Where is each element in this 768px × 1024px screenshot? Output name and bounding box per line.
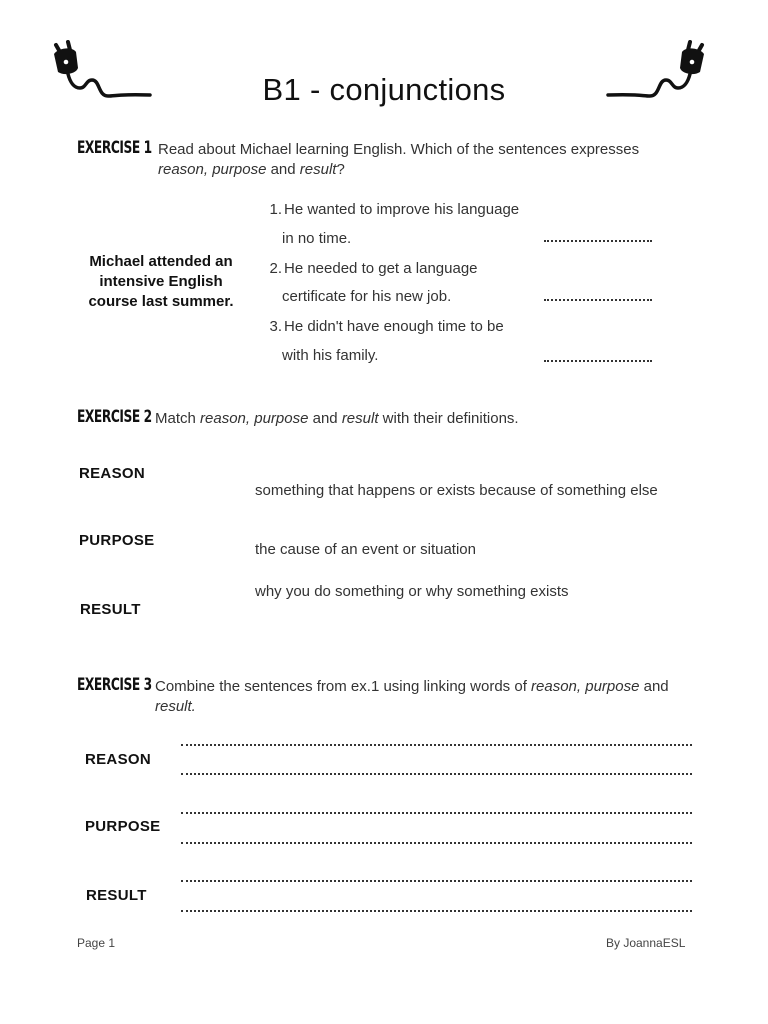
- list-item-line-1: He didn't have enough time to be: [284, 318, 504, 335]
- exercise-3-instruction-and: and: [643, 678, 669, 695]
- list-item-number: 3.: [269, 318, 282, 335]
- exercise-2-instruction-italic2: result: [341, 410, 379, 427]
- exercise-3-label: EXERCISE 3: [77, 675, 152, 695]
- writing-line[interactable]: [181, 880, 692, 882]
- list-item-number: 2.: [269, 260, 282, 277]
- exercise-2-instruction: [155, 409, 715, 429]
- exercise-3-instruction-pre: Combine the sentences from ex.1 using linking words of: [155, 678, 527, 695]
- exercise-2-instruction-post: with their definitions.: [382, 410, 519, 427]
- exercise-2-instruction-italic: reason, purpose: [200, 410, 309, 427]
- author-credit: By JoannaESL: [606, 936, 686, 950]
- definition-2[interactable]: the cause of an event or situation: [255, 541, 476, 558]
- exercise-1-statement: Michael attended an intensive English course last summer.: [88, 253, 234, 310]
- exercise-1-instruction: [158, 140, 678, 180]
- exercise-3-instruction-italic: reason, purpose: [531, 678, 640, 695]
- exercise-2-instruction-and: and: [312, 410, 338, 427]
- exercise-3-instruction-italic2: result.: [155, 698, 196, 715]
- exercise-1-instruction-italic: reason, purpose: [158, 161, 267, 178]
- writing-line[interactable]: [181, 812, 692, 814]
- match-word-result[interactable]: RESULT: [80, 601, 141, 618]
- answer-blank[interactable]: [544, 299, 652, 301]
- match-word-purpose[interactable]: PURPOSE: [79, 532, 155, 549]
- writing-label-purpose: PURPOSE: [85, 818, 161, 835]
- writing-label-reason: REASON: [85, 751, 151, 768]
- page-number: Page 1: [77, 936, 116, 950]
- writing-line[interactable]: [181, 910, 692, 912]
- match-word-reason[interactable]: REASON: [79, 465, 145, 482]
- exercise-1-instruction-and: and: [270, 161, 296, 178]
- exercise-1-instruction-end: ?: [336, 161, 345, 178]
- writing-label-result: RESULT: [86, 887, 147, 904]
- exercise-1-label: EXERCISE 1: [77, 138, 152, 158]
- exercise-3-instruction: [155, 677, 695, 717]
- answer-blank[interactable]: [544, 360, 652, 362]
- list-item-line-1: He wanted to improve his language: [284, 201, 520, 218]
- exercise-1-instruction-italic2: result: [299, 161, 337, 178]
- exercise-2-label: EXERCISE 2: [77, 407, 152, 427]
- definition-1[interactable]: something that happens or exists because of something else: [255, 482, 658, 499]
- writing-line[interactable]: [181, 744, 692, 746]
- list-item-number: 1.: [269, 201, 282, 218]
- list-item-line-2: with his family.: [282, 347, 379, 364]
- list-item-line-1: He needed to get a language: [284, 260, 478, 277]
- exercise-2-instruction-pre: Match: [155, 410, 196, 427]
- list-item-line-2: in no time.: [282, 230, 352, 247]
- page-title: B1 - conjunctions: [262, 72, 506, 107]
- list-item: [264, 312, 504, 341]
- writing-line[interactable]: [181, 842, 692, 844]
- list-item: [264, 254, 478, 283]
- answer-blank[interactable]: [544, 240, 652, 242]
- exercise-1-instruction-main: Read about Michael learning English. Which of the sentences expresses: [158, 141, 640, 158]
- writing-line[interactable]: [181, 773, 692, 775]
- list-item: [264, 195, 519, 224]
- definition-3[interactable]: why you do something or why something exists: [255, 583, 569, 600]
- list-item-line-2: certificate for his new job.: [282, 288, 452, 305]
